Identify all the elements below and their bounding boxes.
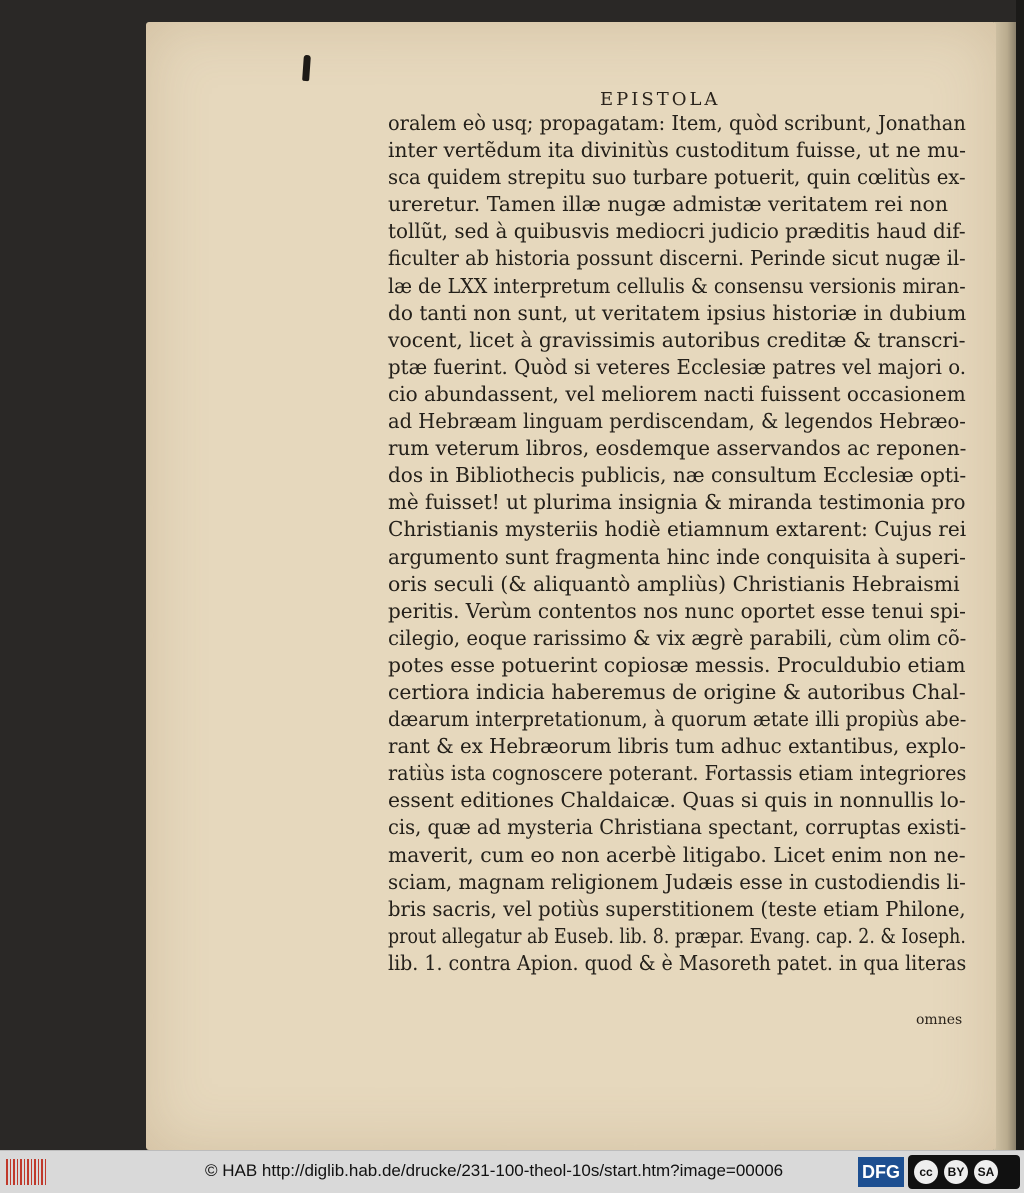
- cc-icon: cc: [914, 1160, 938, 1184]
- text-line: oris seculi (& aliquantò ampliùs) Christianis Hebraismi: [388, 571, 960, 596]
- text-line: cio abundassent, vel meliorem nacti fuissent occasionem: [388, 381, 966, 406]
- text-line: vocent, licet à gravissimis autoribus creditæ & transcri-: [388, 327, 966, 352]
- text-line: ad Hebræam linguam perdiscendam, & legendos Hebræo-: [388, 409, 966, 434]
- text-line: certiora indicia haberemus de origine & autoribus Chal-: [388, 679, 966, 704]
- text-line: essent editiones Chaldaicæ. Quas si quis in nonnullis lo-: [388, 788, 966, 813]
- text-line: Christianis mysteriis hodiè etiamnum extarent: Cujus rei: [388, 517, 967, 542]
- body-text: [388, 110, 968, 977]
- creative-commons-badge[interactable]: [908, 1155, 1020, 1189]
- text-line: cilegio, eoque rarissimo & vix ægrè parabili, cùm olim cõ-: [388, 625, 967, 650]
- text-line: ficulter ab historia possunt discerni. Perinde sicut nugæ il-: [388, 246, 966, 271]
- by-icon: BY: [944, 1160, 968, 1184]
- page-edge: [994, 22, 1016, 1150]
- text-line: argumento sunt fragmenta hinc inde conquisita à superi-: [388, 544, 966, 569]
- text-line: maverit, cum eo non acerbè litigabo. Licet enim non ne-: [388, 842, 966, 867]
- text-line: rant & ex Hebræorum libris tum adhuc extantibus, explo-: [388, 734, 966, 759]
- scan-border: [1016, 0, 1024, 1150]
- text-line: sca quidem strepitu suo turbare potuerit, quin cœlitùs ex-: [388, 165, 966, 190]
- catchword: omnes: [916, 1012, 963, 1028]
- text-line: rum veterum libros, eosdemque asservandos ac reponen-: [388, 436, 967, 461]
- text-line: inter vertẽdum ita divinitùs custoditum fuisse, ut ne mu-: [388, 138, 966, 163]
- footer-bar: [0, 1150, 1024, 1193]
- text-line: peritis. Verùm contentos nos nunc oportet esse tenui spi-: [388, 598, 966, 623]
- text-line: prout allegatur ab Euseb. lib. 8. præpar. Evang. cap. 2. & Ioseph.: [388, 923, 966, 948]
- text-line: dæarum interpretationum, à quorum ætate illi propiùs abe-: [388, 707, 967, 732]
- text-line: mè fuisset! ut plurima insignia & miranda testimonia pro: [388, 490, 966, 515]
- running-head: EPISTOLA: [600, 89, 721, 110]
- text-line: tollũt, sed à quibusvis mediocri judicio præditis haud dif-: [388, 219, 966, 244]
- dfg-logo[interactable]: DFG: [858, 1157, 904, 1187]
- text-line: læ de LXX interpretum cellulis & consensu versionis miran-: [388, 273, 966, 298]
- text-line: ptæ fuerint. Quòd si veteres Ecclesiæ patres vel majori o.: [388, 354, 967, 379]
- text-line: bris sacris, vel potiùs superstitionem (teste etiam Philone,: [388, 896, 966, 921]
- text-line: ureretur. Tamen illæ nugæ admistæ veritatem rei non: [388, 192, 949, 217]
- text-line: sciam, magnam religionem Judæis esse in custodiendis li-: [388, 869, 966, 894]
- text-line: do tanti non sunt, ut veritatem ipsius historiæ in dubium: [388, 300, 967, 325]
- sa-icon: SA: [974, 1160, 998, 1184]
- copyright-link[interactable]: © HAB http://diglib.hab.de/drucke/231-100-theol-10s/start.htm?image=00006: [205, 1161, 784, 1180]
- text-line: dos in Bibliothecis publicis, næ consultum Ecclesiæ opti-: [388, 463, 967, 488]
- text-line: potes esse potuerint copiosæ messis. Proculdubio etiam: [388, 652, 966, 677]
- hab-logo-icon: [6, 1159, 48, 1185]
- text-line: lib. 1. contra Apion. quod & è Masoreth patet. in qua literas: [388, 950, 967, 975]
- text-line: ratiùs ista cognoscere poterant. Fortassis etiam integriores: [388, 761, 967, 786]
- text-line: cis, quæ ad mysteria Christiana spectant, corruptas existi-: [388, 815, 967, 840]
- text-line: oralem eò usq; propagatam: Item, quòd scribunt, Jonathan: [388, 111, 966, 135]
